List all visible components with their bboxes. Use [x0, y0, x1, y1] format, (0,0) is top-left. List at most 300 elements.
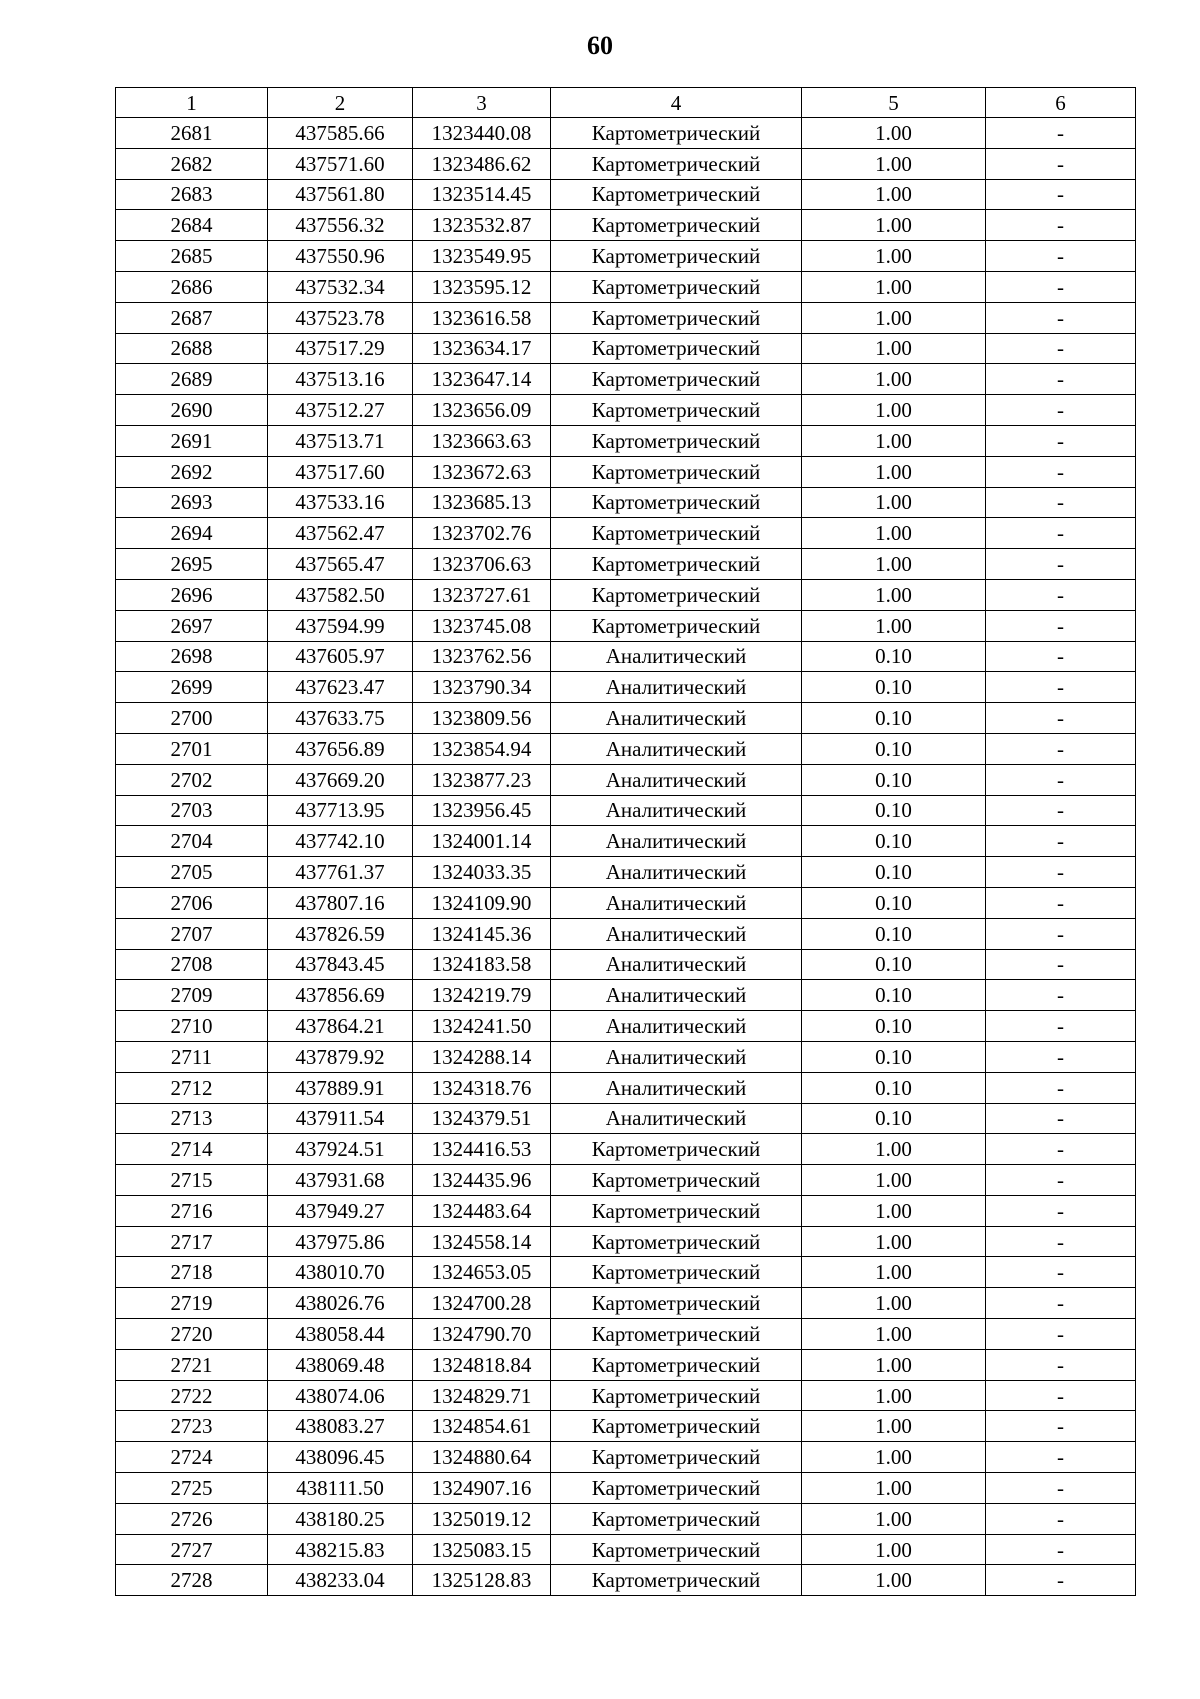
method-cell: Картометрический	[551, 333, 802, 364]
table-row	[116, 487, 1136, 518]
accuracy-cell: 1.00	[802, 1288, 986, 1319]
x-coordinate-cell: 437826.59	[268, 918, 413, 949]
point-number-cell: 2686	[116, 271, 268, 302]
y-coordinate-cell: 1324109.90	[413, 887, 551, 918]
table-row	[116, 857, 1136, 888]
accuracy-cell: 1.00	[802, 1565, 986, 1596]
column-header-3: 3	[413, 88, 551, 118]
accuracy-cell: 1.00	[802, 518, 986, 549]
table-row	[116, 918, 1136, 949]
method-cell: Аналитический	[551, 1041, 802, 1072]
y-coordinate-cell: 1323549.95	[413, 241, 551, 272]
method-cell: Картометрический	[551, 1442, 802, 1473]
y-coordinate-cell: 1324700.28	[413, 1288, 551, 1319]
table-row	[116, 733, 1136, 764]
method-cell: Картометрический	[551, 364, 802, 395]
coordinates-table	[115, 87, 1136, 1596]
point-number-cell: 2722	[116, 1380, 268, 1411]
note-cell: -	[986, 1134, 1136, 1165]
method-cell: Картометрический	[551, 179, 802, 210]
table-row	[116, 1226, 1136, 1257]
table-row	[116, 210, 1136, 241]
point-number-cell: 2728	[116, 1565, 268, 1596]
method-cell: Картометрический	[551, 1165, 802, 1196]
x-coordinate-cell: 437742.10	[268, 826, 413, 857]
page-number: 60	[587, 31, 613, 60]
accuracy-cell: 1.00	[802, 1473, 986, 1504]
accuracy-cell: 1.00	[802, 1165, 986, 1196]
note-cell: -	[986, 518, 1136, 549]
y-coordinate-cell: 1324435.96	[413, 1165, 551, 1196]
note-cell: -	[986, 148, 1136, 179]
x-coordinate-cell: 437513.16	[268, 364, 413, 395]
y-coordinate-cell: 1323727.61	[413, 579, 551, 610]
note-cell: -	[986, 1103, 1136, 1134]
x-coordinate-cell: 438233.04	[268, 1565, 413, 1596]
method-cell: Аналитический	[551, 826, 802, 857]
note-cell: -	[986, 579, 1136, 610]
point-number-cell: 2685	[116, 241, 268, 272]
accuracy-cell: 1.00	[802, 241, 986, 272]
point-number-cell: 2693	[116, 487, 268, 518]
accuracy-cell: 1.00	[802, 610, 986, 641]
accuracy-cell: 0.10	[802, 1072, 986, 1103]
table-row	[116, 1072, 1136, 1103]
method-cell: Картометрический	[551, 1380, 802, 1411]
y-coordinate-cell: 1323745.08	[413, 610, 551, 641]
accuracy-cell: 1.00	[802, 1319, 986, 1350]
accuracy-cell: 0.10	[802, 764, 986, 795]
x-coordinate-cell: 438058.44	[268, 1319, 413, 1350]
point-number-cell: 2695	[116, 549, 268, 580]
y-coordinate-cell: 1324880.64	[413, 1442, 551, 1473]
method-cell: Картометрический	[551, 579, 802, 610]
method-cell: Картометрический	[551, 395, 802, 426]
table-body	[116, 118, 1136, 1596]
accuracy-cell: 1.00	[802, 395, 986, 426]
note-cell: -	[986, 1011, 1136, 1042]
method-cell: Аналитический	[551, 887, 802, 918]
accuracy-cell: 0.10	[802, 703, 986, 734]
accuracy-cell: 1.00	[802, 579, 986, 610]
y-coordinate-cell: 1323656.09	[413, 395, 551, 426]
note-cell: -	[986, 1165, 1136, 1196]
table-row	[116, 179, 1136, 210]
note-cell: -	[986, 1072, 1136, 1103]
method-cell: Картометрический	[551, 610, 802, 641]
accuracy-cell: 1.00	[802, 271, 986, 302]
x-coordinate-cell: 438215.83	[268, 1534, 413, 1565]
header-row	[116, 88, 1136, 118]
note-cell: -	[986, 302, 1136, 333]
point-number-cell: 2682	[116, 148, 268, 179]
method-cell: Аналитический	[551, 795, 802, 826]
x-coordinate-cell: 437889.91	[268, 1072, 413, 1103]
x-coordinate-cell: 437556.32	[268, 210, 413, 241]
note-cell: -	[986, 241, 1136, 272]
point-number-cell: 2683	[116, 179, 268, 210]
table-row	[116, 1103, 1136, 1134]
point-number-cell: 2719	[116, 1288, 268, 1319]
method-cell: Аналитический	[551, 1072, 802, 1103]
method-cell: Картометрический	[551, 487, 802, 518]
table-row	[116, 1011, 1136, 1042]
table-row	[116, 641, 1136, 672]
accuracy-cell: 1.00	[802, 1503, 986, 1534]
point-number-cell: 2681	[116, 118, 268, 149]
accuracy-cell: 1.00	[802, 302, 986, 333]
point-number-cell: 2714	[116, 1134, 268, 1165]
x-coordinate-cell: 438083.27	[268, 1411, 413, 1442]
y-coordinate-cell: 1324288.14	[413, 1041, 551, 1072]
point-number-cell: 2726	[116, 1503, 268, 1534]
point-number-cell: 2723	[116, 1411, 268, 1442]
table-row	[116, 364, 1136, 395]
note-cell: -	[986, 1411, 1136, 1442]
column-header-2: 2	[268, 88, 413, 118]
point-number-cell: 2705	[116, 857, 268, 888]
point-number-cell: 2703	[116, 795, 268, 826]
x-coordinate-cell: 438026.76	[268, 1288, 413, 1319]
method-cell: Картометрический	[551, 118, 802, 149]
table-row	[116, 980, 1136, 1011]
method-cell: Картометрический	[551, 1411, 802, 1442]
method-cell: Картометрический	[551, 425, 802, 456]
point-number-cell: 2715	[116, 1165, 268, 1196]
table-row	[116, 826, 1136, 857]
x-coordinate-cell: 437623.47	[268, 672, 413, 703]
point-number-cell: 2727	[116, 1534, 268, 1565]
note-cell: -	[986, 1380, 1136, 1411]
note-cell: -	[986, 610, 1136, 641]
note-cell: -	[986, 210, 1136, 241]
note-cell: -	[986, 179, 1136, 210]
y-coordinate-cell: 1323532.87	[413, 210, 551, 241]
x-coordinate-cell: 437550.96	[268, 241, 413, 272]
method-cell: Картометрический	[551, 1195, 802, 1226]
x-coordinate-cell: 437669.20	[268, 764, 413, 795]
point-number-cell: 2701	[116, 733, 268, 764]
y-coordinate-cell: 1323672.63	[413, 456, 551, 487]
y-coordinate-cell: 1323809.56	[413, 703, 551, 734]
y-coordinate-cell: 1324483.64	[413, 1195, 551, 1226]
note-cell: -	[986, 118, 1136, 149]
accuracy-cell: 0.10	[802, 1011, 986, 1042]
y-coordinate-cell: 1324558.14	[413, 1226, 551, 1257]
table-row	[116, 1165, 1136, 1196]
y-coordinate-cell: 1324145.36	[413, 918, 551, 949]
y-coordinate-cell: 1324818.84	[413, 1349, 551, 1380]
accuracy-cell: 1.00	[802, 1134, 986, 1165]
point-number-cell: 2708	[116, 949, 268, 980]
y-coordinate-cell: 1323854.94	[413, 733, 551, 764]
accuracy-cell: 1.00	[802, 364, 986, 395]
table-row	[116, 518, 1136, 549]
y-coordinate-cell: 1323790.34	[413, 672, 551, 703]
y-coordinate-cell: 1324379.51	[413, 1103, 551, 1134]
note-cell: -	[986, 395, 1136, 426]
point-number-cell: 2694	[116, 518, 268, 549]
x-coordinate-cell: 437594.99	[268, 610, 413, 641]
x-coordinate-cell: 438074.06	[268, 1380, 413, 1411]
point-number-cell: 2707	[116, 918, 268, 949]
accuracy-cell: 1.00	[802, 1226, 986, 1257]
method-cell: Картометрический	[551, 1288, 802, 1319]
y-coordinate-cell: 1323647.14	[413, 364, 551, 395]
x-coordinate-cell: 437582.50	[268, 579, 413, 610]
y-coordinate-cell: 1323663.63	[413, 425, 551, 456]
accuracy-cell: 0.10	[802, 1103, 986, 1134]
y-coordinate-cell: 1323634.17	[413, 333, 551, 364]
method-cell: Картометрический	[551, 210, 802, 241]
note-cell: -	[986, 1349, 1136, 1380]
y-coordinate-cell: 1323440.08	[413, 118, 551, 149]
x-coordinate-cell: 437931.68	[268, 1165, 413, 1196]
note-cell: -	[986, 1442, 1136, 1473]
point-number-cell: 2700	[116, 703, 268, 734]
table-row	[116, 1288, 1136, 1319]
x-coordinate-cell: 437561.80	[268, 179, 413, 210]
point-number-cell: 2709	[116, 980, 268, 1011]
x-coordinate-cell: 437975.86	[268, 1226, 413, 1257]
note-cell: -	[986, 703, 1136, 734]
method-cell: Картометрический	[551, 148, 802, 179]
x-coordinate-cell: 437565.47	[268, 549, 413, 580]
method-cell: Аналитический	[551, 733, 802, 764]
accuracy-cell: 1.00	[802, 1257, 986, 1288]
x-coordinate-cell: 437605.97	[268, 641, 413, 672]
note-cell: -	[986, 672, 1136, 703]
accuracy-cell: 0.10	[802, 949, 986, 980]
note-cell: -	[986, 1195, 1136, 1226]
note-cell: -	[986, 456, 1136, 487]
accuracy-cell: 1.00	[802, 210, 986, 241]
point-number-cell: 2699	[116, 672, 268, 703]
x-coordinate-cell: 437517.29	[268, 333, 413, 364]
column-header-6: 6	[986, 88, 1136, 118]
accuracy-cell: 0.10	[802, 918, 986, 949]
point-number-cell: 2688	[116, 333, 268, 364]
method-cell: Картометрический	[551, 518, 802, 549]
accuracy-cell: 1.00	[802, 1380, 986, 1411]
table-row	[116, 1565, 1136, 1596]
method-cell: Аналитический	[551, 857, 802, 888]
table-row	[116, 302, 1136, 333]
x-coordinate-cell: 437562.47	[268, 518, 413, 549]
x-coordinate-cell: 437513.71	[268, 425, 413, 456]
y-coordinate-cell: 1324001.14	[413, 826, 551, 857]
table-row	[116, 425, 1136, 456]
table-row	[116, 118, 1136, 149]
table-row	[116, 1411, 1136, 1442]
x-coordinate-cell: 437533.16	[268, 487, 413, 518]
y-coordinate-cell: 1324854.61	[413, 1411, 551, 1442]
method-cell: Картометрический	[551, 241, 802, 272]
table-row	[116, 241, 1136, 272]
method-cell: Аналитический	[551, 949, 802, 980]
x-coordinate-cell: 437761.37	[268, 857, 413, 888]
note-cell: -	[986, 1534, 1136, 1565]
table-row	[116, 795, 1136, 826]
accuracy-cell: 0.10	[802, 1041, 986, 1072]
accuracy-cell: 1.00	[802, 179, 986, 210]
table-row	[116, 1257, 1136, 1288]
x-coordinate-cell: 437656.89	[268, 733, 413, 764]
method-cell: Аналитический	[551, 703, 802, 734]
note-cell: -	[986, 1041, 1136, 1072]
accuracy-cell: 1.00	[802, 1349, 986, 1380]
method-cell: Картометрический	[551, 1565, 802, 1596]
y-coordinate-cell: 1323706.63	[413, 549, 551, 580]
point-number-cell: 2687	[116, 302, 268, 333]
table-row	[116, 764, 1136, 795]
note-cell: -	[986, 1473, 1136, 1504]
y-coordinate-cell: 1324829.71	[413, 1380, 551, 1411]
note-cell: -	[986, 271, 1136, 302]
table-row	[116, 148, 1136, 179]
note-cell: -	[986, 487, 1136, 518]
point-number-cell: 2718	[116, 1257, 268, 1288]
table-row	[116, 1473, 1136, 1504]
note-cell: -	[986, 1503, 1136, 1534]
point-number-cell: 2712	[116, 1072, 268, 1103]
method-cell: Аналитический	[551, 918, 802, 949]
table-row	[116, 549, 1136, 580]
note-cell: -	[986, 733, 1136, 764]
x-coordinate-cell: 438111.50	[268, 1473, 413, 1504]
column-header-1: 1	[116, 88, 268, 118]
y-coordinate-cell: 1324183.58	[413, 949, 551, 980]
y-coordinate-cell: 1325083.15	[413, 1534, 551, 1565]
point-number-cell: 2697	[116, 610, 268, 641]
note-cell: -	[986, 887, 1136, 918]
x-coordinate-cell: 437924.51	[268, 1134, 413, 1165]
point-number-cell: 2717	[116, 1226, 268, 1257]
x-coordinate-cell: 437633.75	[268, 703, 413, 734]
method-cell: Картометрический	[551, 1319, 802, 1350]
x-coordinate-cell: 437523.78	[268, 302, 413, 333]
note-cell: -	[986, 425, 1136, 456]
table-row	[116, 1195, 1136, 1226]
point-number-cell: 2702	[116, 764, 268, 795]
accuracy-cell: 0.10	[802, 733, 986, 764]
point-number-cell: 2720	[116, 1319, 268, 1350]
accuracy-cell: 1.00	[802, 1442, 986, 1473]
method-cell: Картометрический	[551, 1534, 802, 1565]
y-coordinate-cell: 1324907.16	[413, 1473, 551, 1504]
point-number-cell: 2692	[116, 456, 268, 487]
note-cell: -	[986, 980, 1136, 1011]
table-row	[116, 1319, 1136, 1350]
table-row	[116, 949, 1136, 980]
x-coordinate-cell: 437856.69	[268, 980, 413, 1011]
x-coordinate-cell: 437949.27	[268, 1195, 413, 1226]
accuracy-cell: 1.00	[802, 333, 986, 364]
method-cell: Картометрический	[551, 1257, 802, 1288]
y-coordinate-cell: 1325128.83	[413, 1565, 551, 1596]
y-coordinate-cell: 1323702.76	[413, 518, 551, 549]
accuracy-cell: 1.00	[802, 1534, 986, 1565]
note-cell: -	[986, 1288, 1136, 1319]
method-cell: Картометрический	[551, 1473, 802, 1504]
x-coordinate-cell: 437512.27	[268, 395, 413, 426]
x-coordinate-cell: 437571.60	[268, 148, 413, 179]
point-number-cell: 2716	[116, 1195, 268, 1226]
y-coordinate-cell: 1323877.23	[413, 764, 551, 795]
note-cell: -	[986, 1257, 1136, 1288]
method-cell: Картометрический	[551, 456, 802, 487]
y-coordinate-cell: 1324318.76	[413, 1072, 551, 1103]
point-number-cell: 2696	[116, 579, 268, 610]
accuracy-cell: 1.00	[802, 1195, 986, 1226]
table-row	[116, 703, 1136, 734]
point-number-cell: 2704	[116, 826, 268, 857]
table-row	[116, 456, 1136, 487]
note-cell: -	[986, 1226, 1136, 1257]
accuracy-cell: 1.00	[802, 487, 986, 518]
x-coordinate-cell: 437864.21	[268, 1011, 413, 1042]
point-number-cell: 2725	[116, 1473, 268, 1504]
table-row	[116, 1134, 1136, 1165]
method-cell: Картометрический	[551, 1226, 802, 1257]
table-row	[116, 610, 1136, 641]
table-header	[116, 88, 1136, 118]
accuracy-cell: 0.10	[802, 795, 986, 826]
table-row	[116, 887, 1136, 918]
point-number-cell: 2684	[116, 210, 268, 241]
point-number-cell: 2711	[116, 1041, 268, 1072]
note-cell: -	[986, 918, 1136, 949]
note-cell: -	[986, 857, 1136, 888]
note-cell: -	[986, 549, 1136, 580]
note-cell: -	[986, 826, 1136, 857]
table-row	[116, 1041, 1136, 1072]
accuracy-cell: 1.00	[802, 456, 986, 487]
accuracy-cell: 1.00	[802, 425, 986, 456]
y-coordinate-cell: 1323595.12	[413, 271, 551, 302]
x-coordinate-cell: 437517.60	[268, 456, 413, 487]
method-cell: Аналитический	[551, 1103, 802, 1134]
x-coordinate-cell: 437843.45	[268, 949, 413, 980]
table-row	[116, 1442, 1136, 1473]
point-number-cell: 2706	[116, 887, 268, 918]
note-cell: -	[986, 764, 1136, 795]
accuracy-cell: 1.00	[802, 549, 986, 580]
accuracy-cell: 1.00	[802, 1411, 986, 1442]
method-cell: Картометрический	[551, 1349, 802, 1380]
point-number-cell: 2713	[116, 1103, 268, 1134]
table-row	[116, 1534, 1136, 1565]
x-coordinate-cell: 437585.66	[268, 118, 413, 149]
method-cell: Картометрический	[551, 1134, 802, 1165]
note-cell: -	[986, 1319, 1136, 1350]
point-number-cell: 2690	[116, 395, 268, 426]
x-coordinate-cell: 437532.34	[268, 271, 413, 302]
y-coordinate-cell: 1324790.70	[413, 1319, 551, 1350]
method-cell: Аналитический	[551, 980, 802, 1011]
y-coordinate-cell: 1324219.79	[413, 980, 551, 1011]
method-cell: Картометрический	[551, 1503, 802, 1534]
y-coordinate-cell: 1323486.62	[413, 148, 551, 179]
table-row	[116, 1380, 1136, 1411]
method-cell: Аналитический	[551, 1011, 802, 1042]
x-coordinate-cell: 437879.92	[268, 1041, 413, 1072]
y-coordinate-cell: 1323685.13	[413, 487, 551, 518]
point-number-cell: 2710	[116, 1011, 268, 1042]
y-coordinate-cell: 1323956.45	[413, 795, 551, 826]
note-cell: -	[986, 795, 1136, 826]
accuracy-cell: 0.10	[802, 672, 986, 703]
